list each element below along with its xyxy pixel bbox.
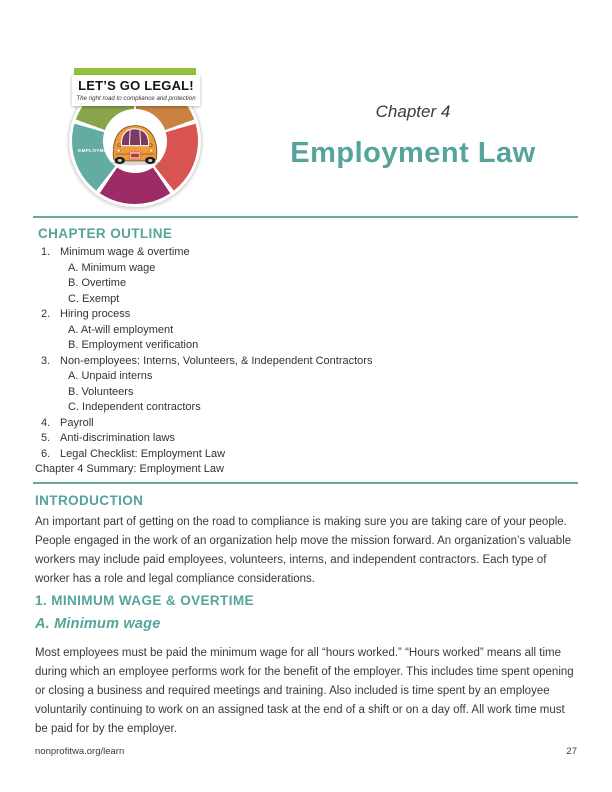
logo-title: LET’S GO LEGAL! — [78, 78, 194, 93]
divider-top — [33, 216, 578, 218]
chapter-outline-heading: CHAPTER OUTLINE — [38, 226, 173, 241]
outline-subitem: C. Exempt — [68, 292, 120, 305]
outline-item — [35, 447, 580, 463]
section-1a-paragraph: Most employees must be paid the minimum wage for all “hours worked.” “Hours worked” means all time during which an employee performs work for the benefit of the employer. This includes time spent opening or closing a business and required meetings and training. Also included is time spent by an employee voluntarily continuing to work on an assigned task at the end of a shift or on a day off. All work time must be paid for by the employer. — [35, 647, 574, 735]
outline-item — [35, 245, 580, 261]
wheel-employment-label: EMPLOYMENT — [78, 148, 115, 153]
outline-item-number: 4. — [41, 416, 51, 429]
section-1a-heading: A. Minimum wage — [35, 616, 161, 632]
divider-middle — [33, 482, 578, 484]
outline-subitem: A. Unpaid interns — [68, 370, 153, 382]
outline-summary: Chapter 4 Summary: Employment Law — [35, 463, 224, 475]
outline-item — [35, 416, 580, 432]
outline-subitem: B. Volunteers — [68, 385, 134, 398]
introduction-paragraph: An important part of getting on the road to compliance is making sure you are taking care of your people. People engaged in the work of an organization help move the mission forward. An organization’s valuable workers may include paid employees, volunteers, interns, and independent contractors. Each type of worker has a role and legal compliance considerations. — [35, 516, 572, 585]
outline-subitem: A. At-will employment — [68, 323, 174, 336]
outline-item-label: Payroll — [60, 416, 94, 429]
outline-item-label: Legal Checklist: Employment Law — [60, 447, 226, 460]
introduction-heading: INTRODUCTION — [35, 493, 144, 508]
logo-card — [72, 75, 200, 106]
outline-subitem: C. Independent contractors — [68, 401, 201, 413]
outline-item-number: 3. — [41, 354, 51, 367]
outline-item — [35, 431, 580, 447]
chapter-label: Chapter 4 — [375, 102, 451, 121]
chapter-outline-list — [35, 245, 580, 478]
outline-item-label: Hiring process — [60, 308, 131, 320]
outline-item-number: 1. — [41, 246, 51, 258]
page-title: Employment Law — [290, 137, 536, 169]
lets-go-legal-logo — [68, 68, 204, 210]
logo-green-bar — [74, 68, 196, 75]
outline-item-label: Minimum wage & overtime — [60, 246, 190, 258]
page-footer — [35, 746, 577, 757]
outline-subitem: B. Overtime — [68, 277, 127, 289]
chapter-header — [248, 102, 578, 170]
section-1-heading: 1. MINIMUM WAGE & OVERTIME — [35, 593, 254, 608]
outline-item — [35, 307, 580, 323]
car-icon — [103, 118, 167, 166]
outline-item-number: 5. — [41, 432, 51, 444]
outline-item-number: 2. — [41, 308, 51, 320]
logo-tagline: The right road to compliance and protection — [76, 94, 196, 102]
footer-url: nonprofitwa.org/learn — [35, 746, 125, 757]
outline-item — [35, 354, 580, 370]
outline-subitem: B. Employment verification — [68, 339, 199, 351]
outline-item-label: Anti-discrimination laws — [60, 432, 175, 444]
outline-item-label: Non-employees: Interns, Volunteers, & Independent Contractors — [60, 354, 373, 367]
outline-subitem: A. Minimum wage — [68, 261, 156, 274]
page-number: 27 — [566, 746, 577, 757]
outline-item-number: 6. — [41, 447, 51, 460]
